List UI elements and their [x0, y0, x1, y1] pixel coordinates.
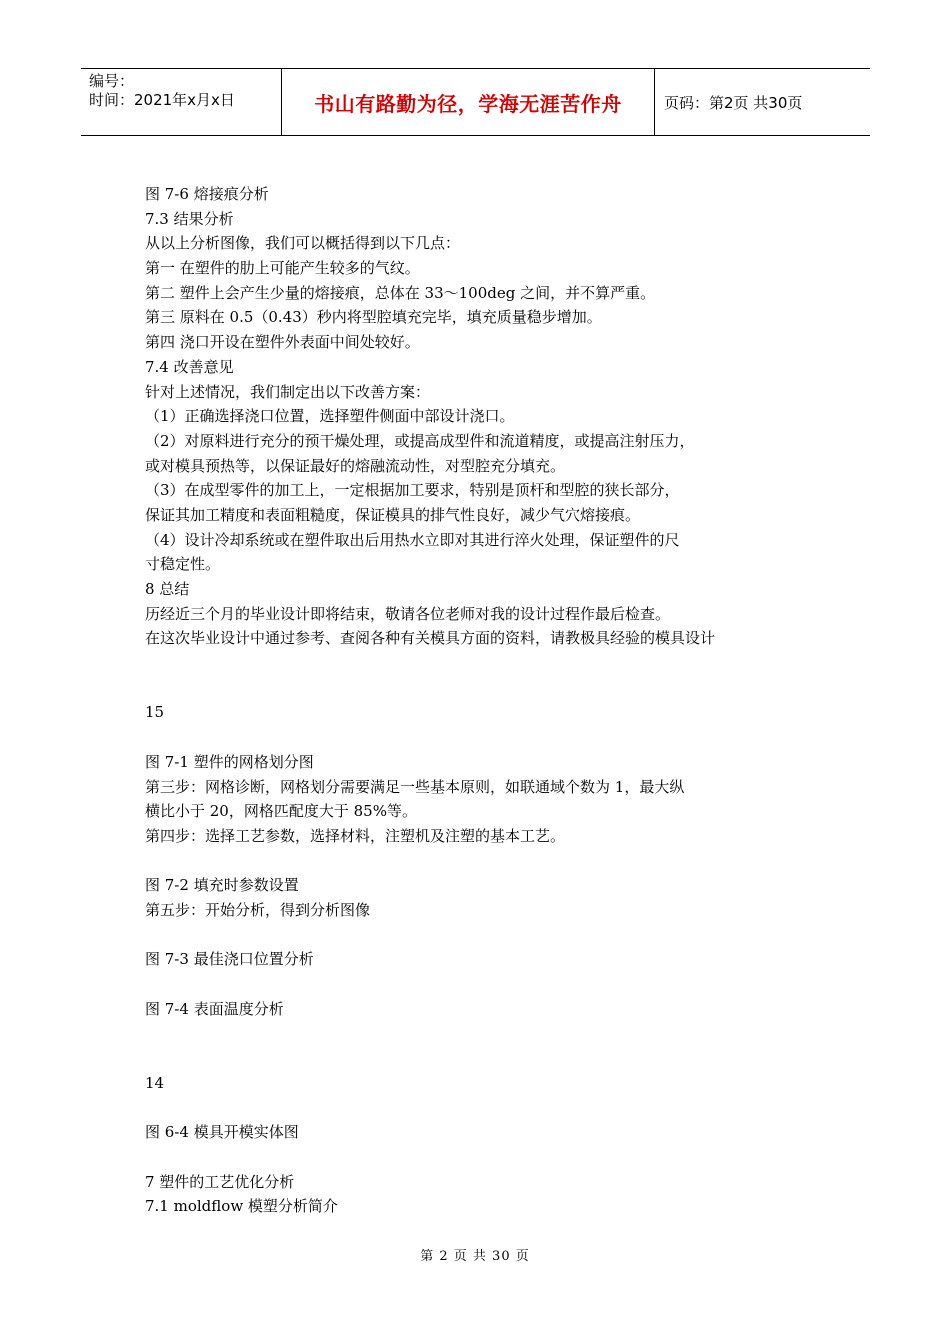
blank-line: [145, 1145, 845, 1170]
page-footer: 第 2 页 共 30 页: [420, 1249, 530, 1264]
text-line: 从以上分析图像，我们可以概括得到以下几点：: [145, 234, 461, 253]
text-line: （4）设计冷却系统或在塑件取出后用热水立即对其进行淬火处理，保证塑件的尺: [145, 530, 680, 549]
blank-line: [145, 725, 845, 750]
text-line: 保证其加工精度和表面粗糙度，保证模具的排气性良好，减少气穴熔接痕。: [145, 505, 641, 524]
blank-line: [145, 1046, 845, 1071]
header-motto: 书山有路勤为径，学海无涯苦作舟: [314, 91, 622, 116]
text-line: 第三步：网格诊断，网格划分需要满足一些基本原则，如联通域个数为 1，最大纵: [145, 777, 685, 796]
text-line: 7.3 结果分析: [145, 209, 234, 228]
text-line: 图 7-2 填充时参数设置: [145, 876, 299, 895]
text-line: 14: [145, 1073, 165, 1092]
page-header: [81, 68, 870, 136]
text-line: （2）对原料进行充分的预干燥处理，或提高成型件和流道精度，或提高注射压力，: [145, 431, 695, 450]
text-line: 图 7-3 最佳浇口位置分析: [145, 950, 314, 969]
text-line: 在这次毕业设计中通过参考、查阅各种有关模具方面的资料，请教极具经验的模具设计: [145, 629, 716, 648]
doc-number-label: 编号：: [89, 72, 135, 90]
text-line: 或对模具预热等，以保证最好的熔融流动性，对型腔充分填充。: [145, 456, 566, 475]
text-line: 针对上述情况，我们制定出以下改善方案：: [145, 382, 431, 401]
blank-line: [145, 676, 845, 701]
text-line: 第一 在塑件的肋上可能产生较多的气纹。: [145, 259, 420, 278]
text-line: 15: [145, 703, 165, 722]
text-line: 7.4 改善意见: [145, 357, 234, 376]
text-line: 历经近三个月的毕业设计即将结束，敬请各位老师对我的设计过程作最后检查。: [145, 604, 671, 623]
text-line: 8 总结: [145, 580, 190, 598]
blank-line: [145, 849, 845, 874]
text-line: 图 7-4 表面温度分析: [145, 999, 284, 1018]
text-line: 第三 原料在 0.5（0.43）秒内将型腔填充完毕，填充质量稳步增加。: [145, 308, 602, 327]
header-meta: [81, 69, 282, 135]
header-motto-cell: [282, 69, 655, 135]
text-line: 7 塑件的工艺优化分析: [145, 1172, 295, 1191]
text-line: 第二 塑件上会产生少量的熔接痕，总体在 33～100deg 之间，并不算严重。: [145, 283, 656, 302]
text-line: 7.1 moldflow 模塑分析简介: [145, 1197, 338, 1216]
text-line: 寸稳定性。: [145, 555, 221, 574]
header-page-info: 页码：第2页 共30页: [664, 93, 803, 112]
text-line: 第四 浇口开设在塑件外表面中间处较好。: [145, 333, 420, 352]
blank-line: [145, 923, 845, 948]
blank-line: [145, 1021, 845, 1046]
blank-line: [145, 972, 845, 997]
document-body: [145, 182, 845, 1219]
blank-line: [145, 1095, 845, 1120]
text-line: 图 6-4 模具开模实体图: [145, 1123, 299, 1142]
doc-time-label: 时间：2021年x月x日: [89, 91, 235, 109]
text-line: （3）在成型零件的加工上，一定根据加工要求，特别是顶杆和型腔的狭长部分，: [145, 481, 680, 500]
text-line: 图 7-1 塑件的网格划分图: [145, 752, 314, 771]
text-line: 横比小于 20，网格匹配度大于 85%等。: [145, 802, 417, 821]
text-line: 第四步：选择工艺参数，选择材料，注塑机及注塑的基本工艺。: [145, 826, 566, 845]
blank-line: [145, 651, 845, 676]
text-line: （1）正确选择浇口位置，选择塑件侧面中部设计浇口。: [145, 407, 515, 426]
header-page-cell: [655, 69, 870, 135]
text-line: 第五步：开始分析，得到分析图像: [145, 900, 371, 919]
text-line: 图 7-6 熔接痕分析: [145, 185, 269, 203]
